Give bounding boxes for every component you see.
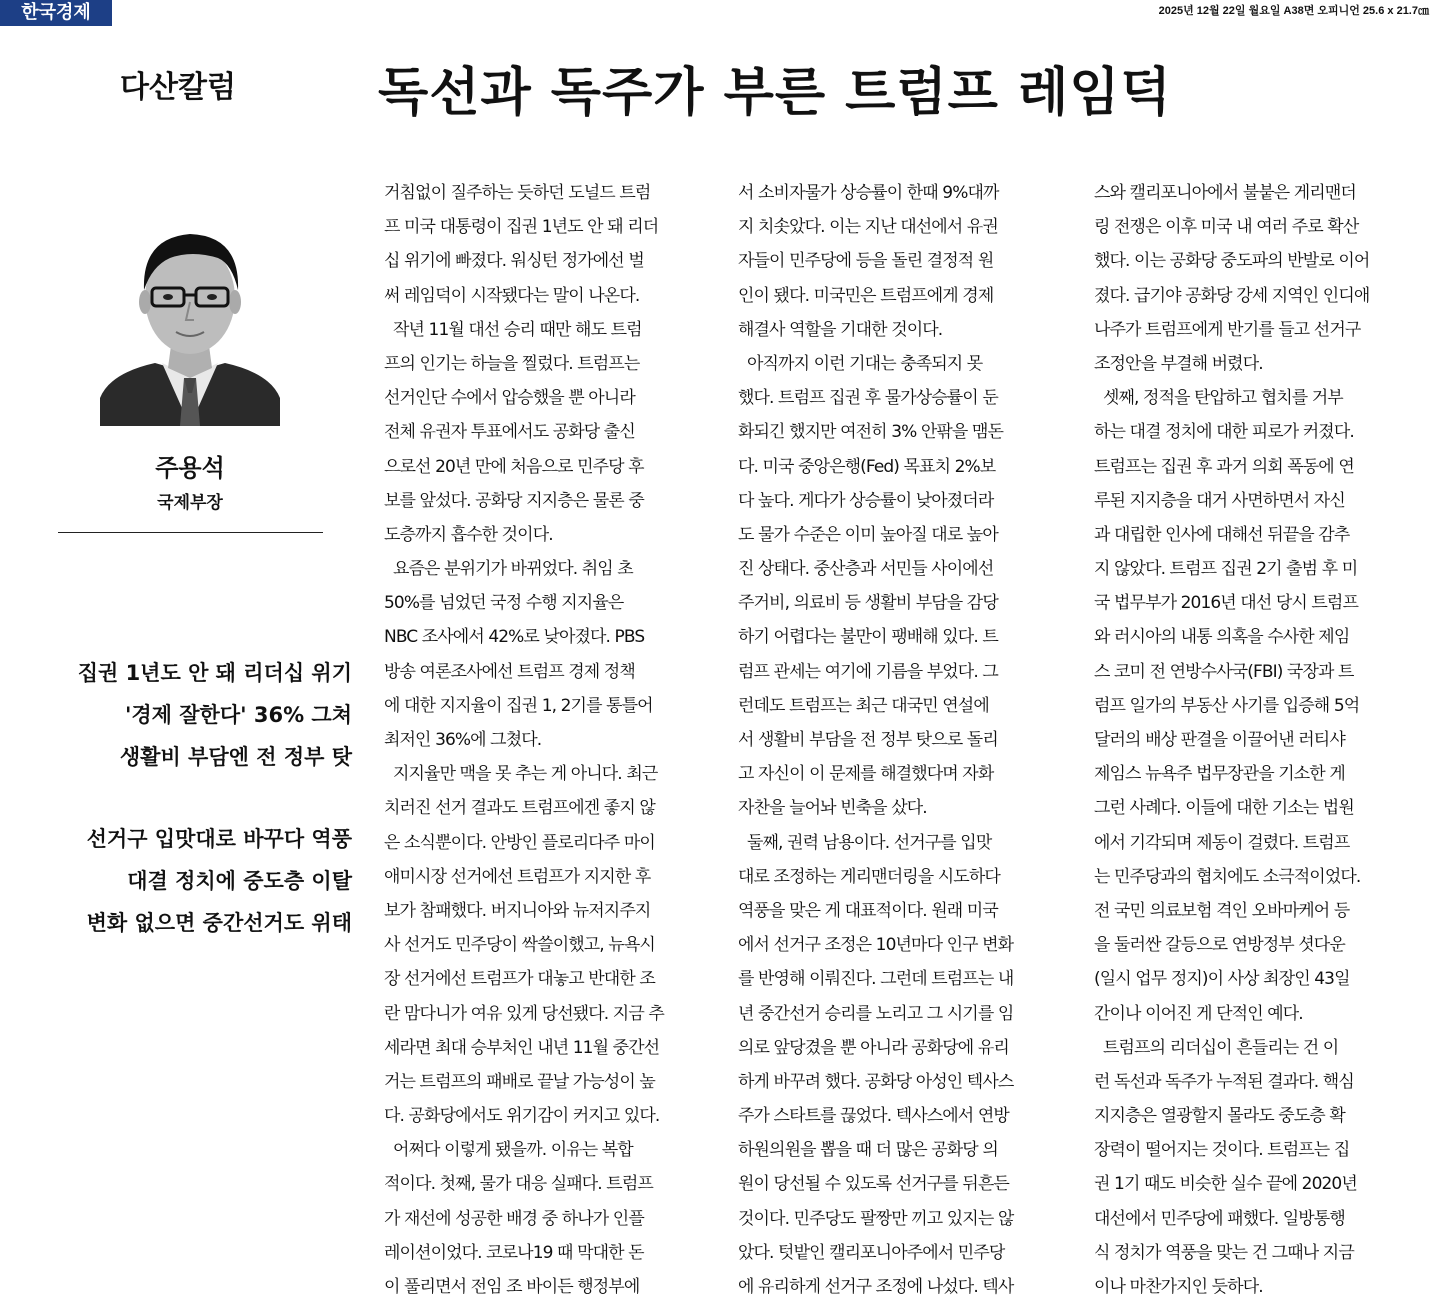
body-text-line: 해결사 역할을 기대한 것이다. (738, 319, 943, 340)
headline: 독선과 독주가 부른 트럼프 레임덕 (378, 62, 1172, 123)
subheadline-group-2 (20, 818, 352, 944)
body-text-line: 국 법무부가 2016년 대선 당시 트럼프 (1094, 593, 1358, 614)
body-text-line: 식 정치가 역풍을 맞는 건 그때나 지금 (1094, 1242, 1354, 1263)
body-text-line: 셋째, 정적을 탄압하고 협치를 거부 (1094, 388, 1343, 409)
body-text-line: 둘째, 권력 남용이다. 선거구를 입맛 (738, 832, 992, 853)
body-text-line: 루된 지지층을 대거 사면하면서 자신 (1094, 490, 1345, 511)
subheadline: 집권 1년도 안 돼 리더십 위기 (77, 661, 352, 685)
subheadline: 생활비 부담엔 전 정부 탓 (119, 745, 352, 769)
body-text-line: 장력이 떨어지는 것이다. 트럼프는 집 (1094, 1140, 1350, 1161)
body-text-line: 제임스 뉴욕주 법무장관을 기소한 게 (1094, 764, 1345, 785)
body-text-line: 자들이 민주당에 등을 돌린 결정적 원 (738, 251, 994, 272)
author-divider (58, 532, 323, 533)
body-text-line: 지 치솟았다. 이는 지난 대선에서 유권 (738, 217, 998, 238)
body-text-line: 과 대립한 인사에 대해선 뒤끝을 감추 (1094, 524, 1350, 545)
body-text-line: 진 상태다. 중산층과 서민들 사이에선 (738, 559, 994, 580)
body-text-line: 전체 유권자 투표에서도 공화당 출신 (384, 422, 635, 443)
body-text-line: 대선에서 민주당에 패했다. 일방통행 (1094, 1208, 1345, 1229)
body-text-line: 역풍을 맞은 게 대표적이다. 원래 미국 (738, 900, 998, 921)
body-text-line: 서 생활비 부담을 전 정부 탓으로 돌리 (738, 730, 998, 750)
body-text-line: 고 자신이 이 문제를 해결했다며 자화 (738, 764, 994, 785)
body-text-line: 지 않았다. 트럼프 집권 2기 출범 후 미 (1094, 559, 1358, 580)
body-text-line: 았다. 텃밭인 캘리포니아주에서 민주당 (738, 1242, 1005, 1263)
body-text-line: 트럼프는 집권 후 과거 의회 폭동에 연 (1094, 456, 1354, 477)
body-text-line: 런 독선과 독주가 누적된 결과다. 핵심 (1094, 1071, 1354, 1092)
subheadline: 선거구 입맛대로 바꾸다 역풍 (86, 827, 352, 851)
body-text-line: 방송 여론조사에선 트럼프 경제 정책 (384, 661, 635, 682)
body-text-line: 런데도 트럼프는 최근 대국민 연설에 (738, 695, 989, 716)
body-text-line: 했다. 이는 공화당 중도파의 반발로 이어 (1094, 251, 1370, 272)
body-text-line: 했다. 트럼프 집권 후 물가상승률이 둔 (738, 388, 998, 409)
body-text-line: 은 소식뿐이다. 안방인 플로리다주 마이 (384, 832, 655, 853)
body-text-line: 으로선 20년 만에 처음으로 민주당 후 (384, 456, 644, 477)
body-text-line: 애미시장 선거에선 트럼프가 지지한 후 (384, 866, 651, 887)
body-text-line: 적이다. 첫째, 물가 대응 실패다. 트럼프 (384, 1174, 653, 1195)
body-text-line: 주가 스타트를 끊었다. 텍사스에서 연방 (738, 1106, 1009, 1127)
body-text-line: 하원의원을 뽑을 때 더 많은 공화당 의 (738, 1140, 998, 1161)
body-text-line: 를 반영해 이뤄진다. 그런데 트럼프는 내 (738, 969, 1014, 990)
body-text-line: 대로 조정하는 게리맨더링을 시도하다 (738, 866, 1000, 887)
body-text-line: 원이 당선될 수 있도록 선거구를 뒤흔든 (738, 1174, 1009, 1195)
body-text-line: 이 풀리면서 전임 조 바이든 행정부에 (384, 1277, 640, 1297)
author-photo (100, 198, 280, 426)
body-text-line: 권 1기 때도 비슷한 실수 끝에 2020년 (1094, 1174, 1357, 1195)
body-text-line: 십 위기에 빠졌다. 워싱턴 정가에선 벌 (384, 251, 644, 272)
body-text-line: 써 레임덕이 시작됐다는 말이 나온다. (384, 285, 640, 306)
author-title: 국제부장 (157, 493, 223, 513)
body-text-line: 자찬을 늘어놔 빈축을 샀다. (738, 798, 927, 819)
author-name: 주용석 (155, 453, 225, 482)
subheadline: 대결 정치에 중도층 이탈 (127, 869, 352, 893)
body-text-line: 도층까지 흡수한 것이다. (384, 524, 553, 545)
body-text-line: 요즘은 분위기가 바뀌었다. 취임 초 (384, 559, 633, 580)
body-text-line: 작년 11월 대선 승리 때만 해도 트럼 (384, 319, 642, 340)
body-text-line: 다. 미국 중앙은행(Fed) 목표치 2%보 (738, 456, 996, 477)
body-text-line: (일시 업무 정지)이 사상 최장인 43일 (1094, 969, 1350, 990)
body-text-line: 나주가 트럼프에게 반기를 들고 선거구 (1094, 319, 1361, 340)
body-text-line: 도 물가 수준은 이미 높아질 대로 높아 (738, 524, 998, 545)
body-text-line: 최저인 36%에 그쳤다. (384, 730, 542, 750)
body-text-line: 와 러시아의 내통 의혹을 수사한 제임 (1094, 627, 1350, 648)
body-text-line: 그런 사례다. 이들에 대한 기소는 법원 (1094, 798, 1354, 819)
body-text-line: 하게 바꾸려 했다. 공화당 아성인 텍사스 (738, 1071, 1014, 1092)
body-text-line: 트럼프의 리더십이 흔들리는 건 이 (1094, 1037, 1339, 1058)
body-text-line: 지지율만 맥을 못 추는 게 아니다. 최근 (384, 764, 658, 785)
body-text-line: 주거비, 의료비 등 생활비 부담을 감당 (738, 593, 998, 614)
body-column-2 (738, 176, 1062, 1304)
body-text-line: 세라면 최대 승부처인 내년 11월 중간선 (384, 1037, 660, 1058)
body-text-line: 하기 어렵다는 불만이 팽배해 있다. 트 (738, 627, 998, 648)
body-text-line: 간이나 이어진 게 단적인 예다. (1094, 1003, 1303, 1024)
body-text-line: 하는 대결 정치에 대한 피로가 커졌다. (1094, 422, 1354, 443)
body-text-line: 에서 기각되며 제동이 걸렸다. 트럼프 (1094, 832, 1350, 853)
body-text-line: 졌다. 급기야 공화당 강세 지역인 인디애 (1094, 285, 1370, 306)
body-text-line: 을 둘러싼 갈등으로 연방정부 셧다운 (1094, 935, 1345, 956)
body-text-line: 조정안을 부결해 버렸다. (1094, 353, 1263, 374)
body-text-line: 치러진 선거 결과도 트럼프에겐 좋지 않 (384, 798, 655, 819)
body-text-line: 50%를 넘었던 국정 수행 지지율은 (384, 593, 624, 614)
body-text-line: 럼프 관세는 여기에 기름을 부었다. 그 (738, 661, 998, 682)
body-text-line: 에 유리하게 선거구 조정에 나섰다. 텍사 (738, 1277, 1014, 1297)
body-text-line: 인이 됐다. 미국민은 트럼프에게 경제 (738, 285, 994, 306)
body-text-line: 다. 공화당에서도 위기감이 커지고 있다. (384, 1106, 660, 1127)
body-text-line: 의로 앞당겼을 뿐 아니라 공화당에 유리 (738, 1037, 1009, 1058)
body-text-line: 는 민주당과의 협치에도 소극적이었다. (1094, 866, 1361, 887)
subheadline-group-1 (20, 652, 352, 778)
body-text-line: 가 재선에 성공한 배경 중 하나가 인플 (384, 1208, 644, 1229)
body-text-line: 프의 인기는 하늘을 찔렀다. 트럼프는 (384, 353, 640, 374)
body-text-line: 스와 캘리포니아에서 불붙은 게리맨더 (1094, 183, 1356, 203)
body-text-line: 보를 앞섰다. 공화당 지지층은 물론 중 (384, 490, 644, 511)
body-text-line: 서 소비자물가 상승률이 한때 9%대까 (738, 183, 999, 203)
body-text-line: 거는 트럼프의 패배로 끝날 가능성이 높 (384, 1071, 655, 1092)
body-text-line: 것이다. 민주당도 팔짱만 끼고 있지는 않 (738, 1208, 1014, 1229)
body-text-line: NBC 조사에서 42%로 낮아졌다. PBS (384, 627, 645, 648)
body-text-line: 레이션이었다. 코로나19 때 막대한 돈 (384, 1242, 644, 1263)
body-text-line: 어쩌다 이렇게 됐을까. 이유는 복합 (384, 1140, 633, 1161)
body-column-1 (384, 176, 708, 1304)
body-text-line: 달러의 배상 판결을 이끌어낸 러티샤 (1094, 730, 1345, 750)
body-text-line: 란 맘다니가 여유 있게 당선됐다. 지금 추 (384, 1003, 664, 1024)
body-text-line: 전 국민 의료보험 격인 오바마케어 등 (1094, 900, 1350, 921)
body-text-line: 링 전쟁은 이후 미국 내 여러 주로 확산 (1094, 217, 1359, 238)
body-text-line: 다 높다. 게다가 상승률이 낮아졌더라 (738, 490, 994, 511)
body-text-line: 아직까지 이런 기대는 충족되지 못 (738, 353, 983, 374)
body-text-line: 에서 선거구 조정은 10년마다 인구 변화 (738, 935, 1014, 956)
body-text-line: 화되긴 했지만 여전히 3% 안팎을 맴돈 (738, 422, 1003, 443)
body-text-line: 지지층은 열광할지 몰라도 중도층 확 (1094, 1106, 1345, 1127)
body-text-line: 스 코미 전 연방수사국(FBI) 국장과 트 (1094, 661, 1354, 682)
body-text-line: 장 선거에선 트럼프가 대놓고 반대한 조 (384, 969, 655, 990)
newspaper-masthead: 한국경제 (0, 0, 112, 26)
body-text-line: 사 선거도 민주당이 싹쓸이했고, 뉴욕시 (384, 935, 655, 956)
body-text-line: 선거인단 수에서 압승했을 뿐 아니라 (384, 388, 635, 409)
body-text-line: 럼프 일가의 부동산 사기를 입증해 5억 (1094, 695, 1360, 716)
subheadline: 변화 없으면 중간선거도 위태 (86, 911, 352, 935)
subheadline: '경제 잘한다' 36% 그쳐 (124, 703, 352, 727)
body-text-line: 보가 참패했다. 버지니아와 뉴저지주지 (384, 900, 651, 921)
body-column-3 (1094, 176, 1420, 1304)
body-text-line: 프 미국 대통령이 집권 1년도 안 돼 리더 (384, 217, 659, 238)
body-text-line: 거침없이 질주하는 듯하던 도널드 트럼 (384, 183, 651, 203)
column-section-title: 다산칼럼 (120, 70, 236, 105)
body-text-line: 이나 마찬가지인 듯하다. (1094, 1277, 1263, 1297)
body-text-line: 년 중간선거 승리를 노리고 그 시기를 임 (738, 1003, 1014, 1024)
body-text-line: 에 대한 지지율이 집권 1, 2기를 통틀어 (384, 695, 653, 716)
publication-info: 2025년 12월 22일 월요일 A38면 오피니언 25.6 x 21.7㎝ (1158, 5, 1429, 17)
